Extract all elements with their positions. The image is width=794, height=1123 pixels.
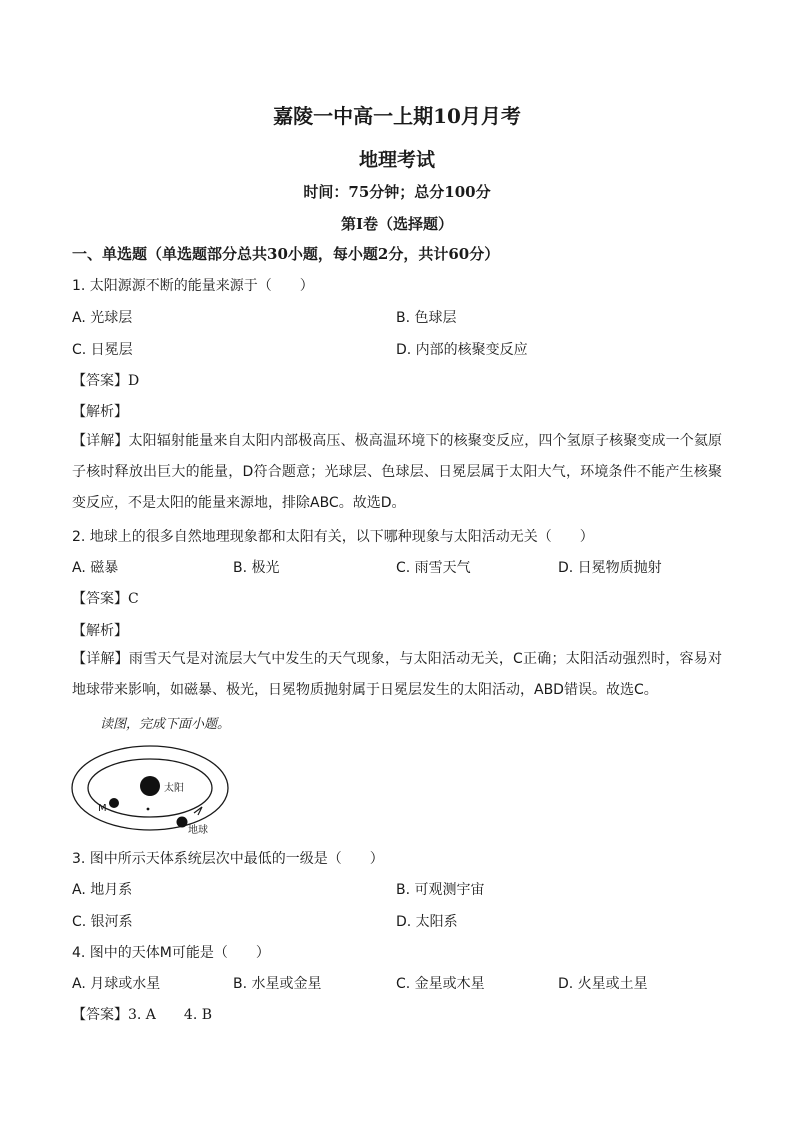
exam-volume: 第I卷（选择题） (340, 215, 454, 233)
earth-label: 地球 (188, 825, 208, 836)
exam-time-info: 时间：75分钟；总分100分 (303, 183, 491, 201)
planet-m-icon (109, 798, 119, 808)
question-2-option-b: B. 极光 (233, 560, 280, 576)
section-heading: 一、单选题（单选题部分总共30小题，每小题2分，共计60分） (72, 245, 500, 263)
question-3-option-c: C. 银河系 (72, 914, 133, 930)
question-2-analysis-label: 【解析】 (72, 623, 128, 639)
question-2-answer (72, 588, 139, 608)
question-1-answer (72, 370, 139, 390)
answer-label: 【答案】 (72, 1007, 128, 1023)
answer-value: D (128, 373, 140, 389)
question-2-stem: 2. 地球上的很多自然地理现象都和太阳有关，以下哪种现象与太阳活动无关（ ） (72, 529, 594, 545)
question-3-option-d: D. 太阳系 (396, 914, 458, 930)
question-1-option-a: A. 光球层 (72, 310, 133, 326)
answer-value: C (128, 591, 139, 607)
question-4-option-a: A. 月球或水星 (72, 976, 161, 992)
question-2-option-d: D. 日冕物质抛射 (558, 560, 662, 576)
question-1-option-c: C. 日冕层 (72, 342, 133, 358)
answer-value: 3. A 4. B (128, 1007, 213, 1023)
exam-subject: 地理考试 (358, 149, 435, 171)
orbit-focus-dot (147, 808, 150, 811)
exam-title: 嘉陵一中高一上期10月月考 (273, 104, 521, 128)
question-2-option-a: A. 磁暴 (72, 560, 119, 576)
answer-label: 【答案】 (72, 591, 128, 607)
detail-label: 【详解】 (72, 433, 129, 449)
sun-icon (140, 776, 160, 796)
earth-icon (177, 817, 188, 828)
question-3-option-a: A. 地月系 (72, 882, 133, 898)
question-1-stem: 1. 太阳源源不断的能量来源于（ ） (72, 278, 314, 294)
question-3-option-b: B. 可观测宇宙 (396, 882, 485, 898)
sun-label: 太阳 (164, 783, 184, 794)
question-1-analysis-label: 【解析】 (72, 404, 128, 420)
answer-label: 【答案】 (72, 373, 128, 389)
question-3-4-answer (72, 1004, 212, 1024)
question-4-option-c: C. 金星或木星 (396, 976, 485, 992)
question-1-detail (72, 426, 722, 519)
question-4-option-d: D. 火星或土星 (558, 976, 648, 992)
question-2-option-c: C. 雨雪天气 (396, 560, 471, 576)
figure-lead-text: 读图，完成下面小题。 (100, 717, 231, 732)
question-2-detail (72, 644, 722, 706)
detail-label: 【详解】 (72, 651, 129, 667)
detail-text: 雨雪天气是对流层大气中发生的天气现象，与太阳活动无关，C正确；太阳活动强烈时，容易对地球带来影响，如磁暴、极光，日冕物质抛射属于日冕层发生的太阳活动，ABD错误。故选C。 (72, 651, 723, 698)
question-1-option-d: D. 内部的核聚变反应 (396, 342, 528, 358)
question-3-stem: 3. 图中所示天体系统层次中最低的一级是（ ） (72, 851, 384, 867)
question-4-stem: 4. 图中的天体M可能是（ ） (72, 945, 270, 961)
solar-system-diagram (66, 742, 236, 838)
planet-m-label: M (98, 803, 107, 814)
question-1-option-b: B. 色球层 (396, 310, 457, 326)
question-4-option-b: B. 水星或金星 (233, 976, 322, 992)
detail-text: 太阳辐射能量来自太阳内部极高压、极高温环境下的核聚变反应，四个氢原子核聚变成一个氦原子核时释放出巨大的能量，D符合题意；光球层、色球层、日冕层属于太阳大气，环境条件不能产生核聚变反应，不是太阳的能量来源地，排除ABC。故选D。 (72, 433, 723, 511)
